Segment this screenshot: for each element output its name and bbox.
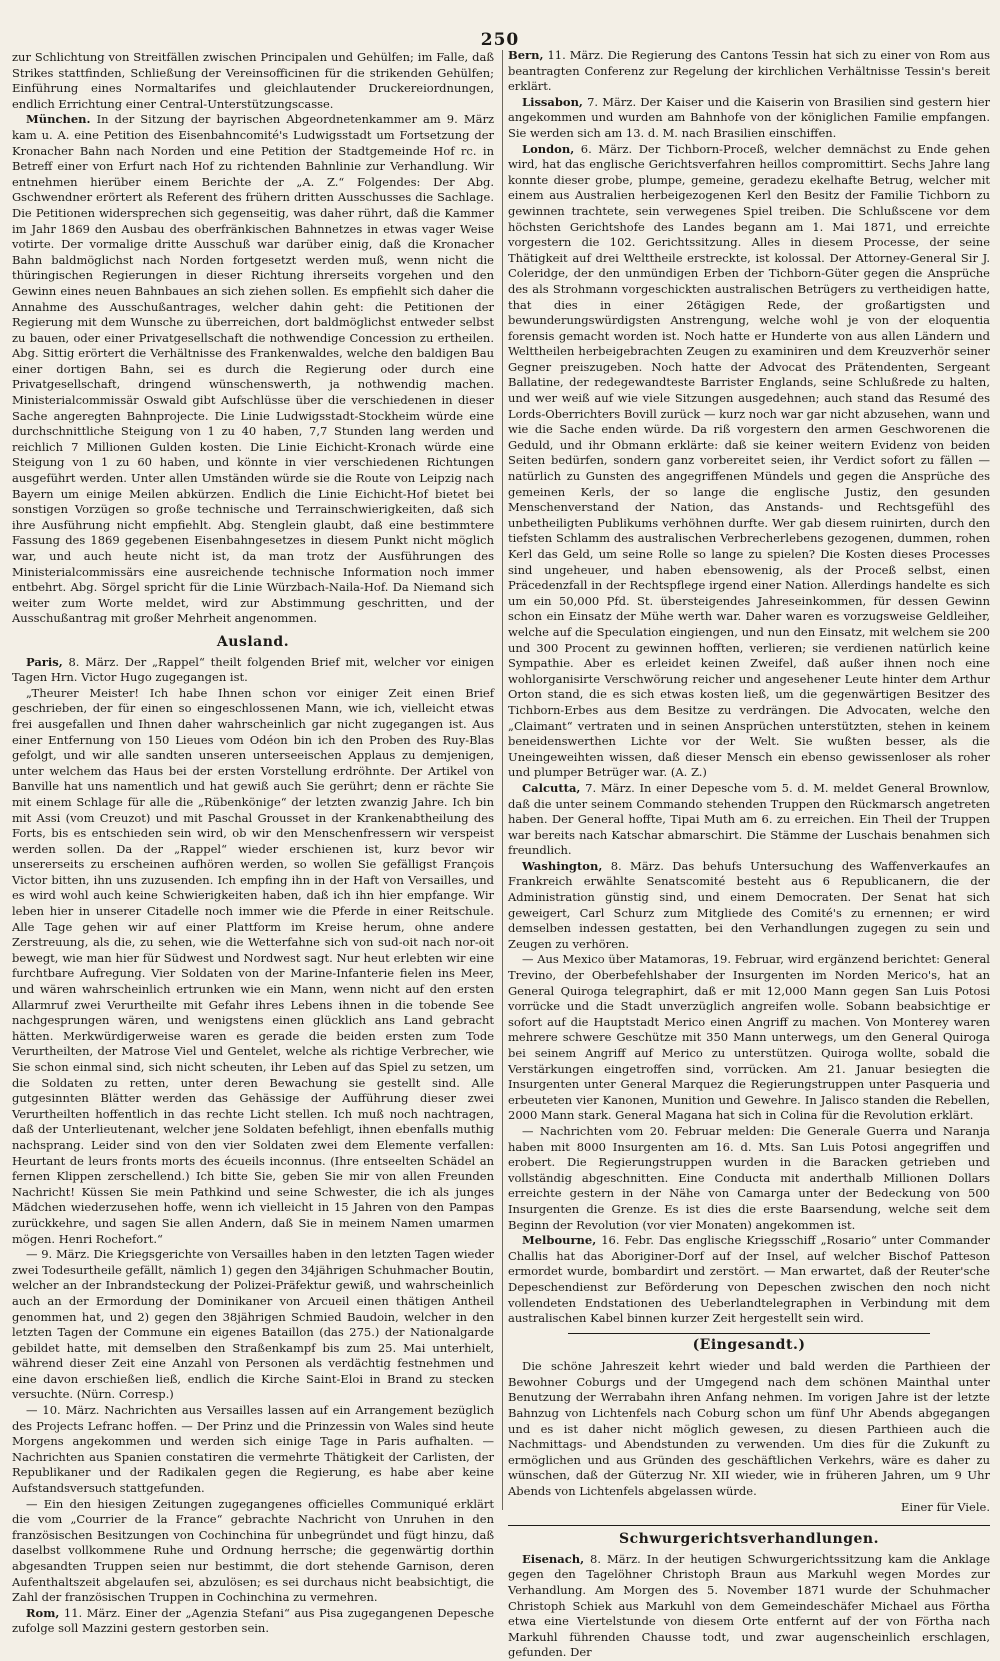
rom-dateline: Rom, [26,1605,60,1620]
eingesandt-heading: (Eingesandt.) [568,1333,930,1354]
intro-paragraph: zur Schlichtung von Streitfällen zwischen Principalen und Gehülfen; im Falle, daß Strikes stattfinden, Schließung der Vereinsofficinen für die strikenden Gehülfen; Einführung eines Normaltarifes und gleichlautender Druckereiordnungen, endlich Errichtung einer Central-Unterstützungscasse. [12,50,494,111]
rochefort-letter: „Theurer Meister! Ich habe Ihnen schon vor einiger Zeit einen Brief geschrieben, der für einen so eingeschlossenen Mann, wie ich, vielleicht etwas frei ausgefallen und Ihnen daher wahrscheinlich gar nicht zugegangen ist. Aus einer Entfernung von 150 Lieues vom Odéon bin ich den Proben des Ruy-Blas gefolgt, und wir alle sandten unseren unterseeischen Applaus zu demjenigen, unter welchem das Haus bei der ersten Vorstellung erdröhnte. Der Artikel von Banville hat uns namentlich und hat gewiß auch Sie gerührt; denn er rächte Sie mit einem Schlage für alle die „Rübenkönige“ der letzten zwanzig Jahre. Ich bin mit Assi (vom Creuzot) und mit Paschal Grousset in der Krankenabtheilung des Forts, bis es entschieden sein wird, ob wir den Menschenfressern wir verspeist werden sollen. Da der „Rappel“ wieder erschienen ist, kurz bevor wir unsererseits zu erscheinen aufhören werden, so wollen Sie gefälligst François Victor bitten, ihn uns zuzusenden. Ich empfing ihn in der Haft von Versailles, und es wird wohl auch keine Schwierigkeiten haben, daß ich ihn hier empfange. Wir leben hier in unserer Citadelle noch immer wie die Pferde in einer Reitschule. Alle Tage gehen wir auf einer Plattform im Kreise herum, ohne andere Zerstreuung, als die, zu sehen, wie die Wetterfahne sich von sud-oit nach nor-oit bewegt, wie man hier für Südwest und Nordwest sagt. Nur heut erlebten wir eine furchtbare Aufregung. Vier Soldaten von der Marine-Infanterie fielen ins Meer, und wären wahrscheinlich ertrunken wie ein Mann, wenn nicht auf den ersten Allarmruf zwei Verurtheilte mit Gefahr ihres Lebens ihnen in die tobende See nachgesprungen wären, und wenigstens einen glücklich ans Land gebracht hätten. Merkwürdigerweise waren es gerade die beiden ersten zum Tode Verurtheilten, der Matrose Viel und Gentelet, welche als richtige Verbrecher, wie Sie schon einmal sind, sich nicht scheuten, ihr Leben auf das Spiel zu setzen, um die Soldaten zu retten, unter deren Bewachung sie gestellt sind. Alle gutgesinnten Blätter werden das Gehässige der Aufführung dieser zwei Verurtheilten hoffentlich in das rechte Licht stellen. Ich muß noch nachtragen, daß der Unterlieutenant, welcher jene Soldaten befehligt, ihnen ebenfalls muthig nachsprang. Leider sind von den vier Soldaten zwei dem Elemente verfallen: Heurtant de leurs fronts morts des écueils inconnus. (Ihre entseelten Schädel an fernen Klippen zerschellend.) Ich bitte Sie, geben Sie mir von allen Freunden Nachricht! Küssen Sie mein Pathkind und seine Schwester, die ich als junges Mädchen wiederzusehen hoffe, wenn ich vielleicht in 15 Jahren von den Pampas zurückkehre, und sagen Sie allen Andern, daß Sie in meinem Namen umarmen mögen. Henri Rochefort.“ [12,685,494,1246]
left-column [12,50,494,1637]
london-text: 6. März. Der Tichborn-Proceß, welcher demnächst zu Ende gehen wird, hat das englische Gerichtsverfahren heillos compromittirt. Sechs Jahre lang konnte dieser grobe, plumpe, gemeine, geradezu ekelhafte Betrug, welcher mit einem aus Australien herbeigezogenen Kerl den Besitz der Familie Tichborn zu gewinnen trachtete, sein verwegenes Spiel treiben. Die Schlußscene vor dem höchsten Gerichtshofe des Landes begann am 1. Mai 1871, und erreichte vorgestern die 102. Gerichtssitzung. Alles in diesem Processe, der seine Thätigkeit auf drei Welttheile erstreckte, ist kolossal. Der Attorney-General Sir J. Coleridge, der den unmündigen Erben der Tichborn-Güter gegen die Ansprüche des als Strohmann vorgeschickten australischen Betrügers zu vertheidigen hatte, that dies in einer 26tägigen Rede, der großartigsten und bewunderungswürdigsten Anstrengung, welche wohl je von der eloquentia forensis gemacht worden ist. Noch hatte er Hunderte von aus allen Ländern und Welttheilen herbeigebrachten Zeugen zu examiniren und dem Kreuzverhör seiner Gegner preiszugeben. Noch hatte der Advocat des Prätendenten, Sergeant Ballatine, der redegewandteste Barrister Englands, seine Schlußrede zu halten, und wer weiß auf wie viele Sitzungen ausgedehnen; auch stand das Resumé des Lords-Oberrichters Bovill zurück — kurz noch war gar nicht abzusehen, wann und wie die Sache enden würde. Da riß vorgestern den armen Geschworenen die Geduld, und ihr Obmann erklärte: daß sie keiner weitern Evidenz von beiden Seiten bedürfen, sondern ganz vorbereitet seien, ihr Verdict sofort zu fällen — natürlich zu Gunsten des angegriffenen Mündels und gegen die Ansprüche des gemeinen Kerls, der so lange die englische Justiz, den gesunden Menschenverstand der Nation, das Anstands- und Rechtsgefühl des unbetheiligten Publikums verhöhnen durfte. Wer gab diesem ruinirten, durch den tiefsten Schlamm des australischen Verbrecherlebens gezogenen, dummen, rohen Kerl das Geld, um seine Rolle so lange zu spielen? Die Kosten dieses Processes sind ungeheuer, und haben ebensowenig, als der Proceß selbst, einen Präcedenzfall in der Rechtspflege irgend einer Nation. Allerdings handelte es sich um ein 50,000 Pfd. St. übersteigendes Jahreseinkommen, für dessen Gewinn schon ein Einsatz der Mühe werth war. Daher waren es vorzugsweise Geldleiher, welche auf die Speculation eingiengen, und nun den Einsatz, mit welchem sie 200 und 300 Procent zu gewinnen hofften, verlieren; sie verdienen natürlich keine Sympathie. Aber es erleidet keinen Zweifel, daß außer ihnen noch eine wohlorganisirte Verschwörung reicher und angesehener Leute hinter dem Arthur Orton stand, die es sich etwas kosten ließ, um die gegenwärtigen Besitzer des Tichborn-Erbes aus dem Besitze zu verdrängen. Die Advocaten, welche den „Claimant“ vertraten und in seinen Ansprüchen unterstützten, stehen in keinem beneidenswerthen Lichte vor der Welt. Sie wußten besser, als die Uneingeweihten wissen, daß dieser Mensch ein ebenso gewissenloser als roher und plumper Betrüger war. (A. Z.) [508,141,990,780]
lissabon-text: 7. März. Der Kaiser und die Kaiserin von Brasilien sind gestern hier angekommen und wurden am Bahnhofe von der königlichen Familie empfangen. Sie werden sich am 13. d. M. nach Brasilien einschiffen. [508,94,990,140]
paris-paragraph [12,655,494,686]
paris-text: 8. März. Der „Rappel“ theilt folgenden Brief mit, welcher vor einigen Tagen Hrn. Victor Hugo zugegangen ist. [12,654,494,685]
muenchen-dateline: München. [26,112,91,127]
bern-dateline: Bern, [508,48,544,62]
mexico-paragraph: — Aus Mexico über Matamoras, 19. Februar, wird ergänzend berichtet: General Trevino, der Oberbefehlshaber der Insurgenten im Norden Merico's, hat an General Quiroga telegraphirt, daß er mit 12,000 Mann gegen San Luis Potosi vorrücke und die Stadt unverzüglich angreifen wolle. Sobann beabsichtige er sofort auf die Hauptstadt Merico einen Angriff zu machen. Von Monterey waren mehrere schwere Geschütze mit 350 Mann unterwegs, um den General Quiroga bei seinem Angriff auf Merico zu unterstützen. Quiroga wollte, sobald die Verstärkungen eingetroffen sind, vorrücken. Am 21. Januar besiegten die Insurgenten unter General Marquez die Regierungstruppen unter Pasqueria und erbeuteten vier Kanonen, Munition und Gewehre. In Jalisco standen die Rebellen, 2000 Mann stark. General Magana hat sich in Colina für die Revolution erklärt. [508,952,990,1123]
rom-paragraph [12,1606,494,1637]
mexico-news-paragraph: — Nachrichten vom 20. Februar melden: Die Generale Guerra und Naranja haben mit 8000 Insurgenten am 16. d. Mts. San Luis Potosi angegriffen und erobert. Die Regierungstruppen wurden in die Baracken getrieben und vollständig abgeschnitten. Eine Conducta mit anderthalb Millionen Dollars erreichte gestern in der Nähe von Camarga unter der Bedeckung von 500 Insurgenten die Grenze. Es ist dies die erste Baarsendung, welche seit dem Beginn der Revolution (vor vier Monaten) angekommen ist. [508,1123,990,1232]
lissabon-paragraph [508,95,990,142]
schwurgericht-heading: Schwurgerichtsverhandlungen. [508,1525,990,1548]
eingesandt-paragraph: Die schöne Jahreszeit kehrt wieder und bald werden die Parthieen der Bewohner Coburgs und der Umgegend nach dem schönen Mainthal unter Benutzung der Werrabahn ihren Anfang nehmen. Im vorigen Jahre ist der letzte Bahnzug von Lichtenfels nach Coburg schon um fünf Uhr Abends abgegangen und es ist daher nicht möglich gewesen, zu diesen Parthieen auch die Nachmittags- und Abendstunden zu verwenden. Um dies für die Zukunft zu ermöglichen und aus Gründen des geschäftlichen Verkehrs, wäre es daher zu wünschen, daß der Güterzug Nr. XII wieder, wie in früheren Jahren, um 9 Uhr Abends von Lichtenfels abgelassen würde. [508,1359,990,1499]
page-number: 250 [480,30,520,50]
muenchen-paragraph [12,112,494,627]
muenchen-text: In der Sitzung der bayrischen Abgeordnetenkammer am 9. März kam u. A. eine Petition des Eisenbahncomité's Ludwigsstadt um Fortsetzung der Kronacher Bahn nach Norden und eine Petition der Stadtgemeinde Hof rc. in Betreff einer von Erfurt nach Hof zu richtenden Bahnlinie zur Verhandlung. Wir entnehmen hierüber einem Berichte der „A. Z.“ Folgendes: Der Abg. Gschwendner erörtert als Referent des frühern dritten Ausschusses die Sachlage. Die Petitionen widersprechen sich gegenseitig, was daher rührt, daß die Kammer im Jahr 1869 den Ausbau des oberfränkischen Bahnnetzes in etwas vager Weise votirte. Der vormalige dritte Ausschuß war darüber einig, daß die Kronacher Bahn baldmöglichst nach Norden fortgesetzt werden muß, wenn nicht die thüringischen Regierungen in dieser Richtung ihrerseits vorgehen und den Gewinn eines neuen Bahnbaues an sich ziehen sollen. Es empfiehlt sich daher die Annahme des Ausschußantrages, welcher dahin geht: die Petitionen der Regierung mit dem Wunsche zu überreichen, dort baldmöglichst entweder selbst zu bauen, oder einer Privatgesellschaft die nothwendige Concession zu ertheilen. Abg. Sittig erörtert die Verhältnisse des Frankenwaldes, welche den baldigen Bau einer dortigen Bahn, sei es durch die Regierung oder durch eine Privatgesellschaft, dringend wünschenswerth, ja nothwendig machen. Ministerialcommissär Oswald gibt Aufschlüsse über die verschiedenen in dieser Sache angeregten Bahnprojecte. Die Linie Ludwigsstadt-Stockheim würde eine durchschnittliche Steigung von 1 zu 40 haben, 7,7 Stunden lang werden und reichlich 7 Millionen Gulden kosten. Die Linie Eichicht-Kronach würde eine Steigung von 1 zu 60 haben, und könnte in vier verschiedenen Richtungen ausgeführt werden. Unter allen Umständen würde sie die Route von Leipzig nach Bayern um einige Meilen abkürzen. Endlich die Linie Eichicht-Hof bietet bei sonstigen Vorzügen so große technische und Terrainschwierigkeiten, daß sich ihre Ausführung nicht empfiehlt. Abg. Stenglein glaubt, daß eine bestimmtere Fassung des 1869 gegebenen Eisenbahngesetzes in diesem Punkt nicht möglich war, und auch heute nicht ist, da man trotz der Ausführungen des Ministerialcommissärs eine ausreichende technische Information noch immer entbehrt. Abg. Sörgel spricht für die Linie Würzbach-Naila-Hof. Da Niemand sich weiter zum Worte meldet, wird zur Abstimmung geschritten, und der Ausschußantrag mit großer Mehrheit angenommen. [12,112,495,626]
melbourne-paragraph [508,1233,990,1327]
lissabon-dateline: Lissabon, [522,94,583,109]
ausland-heading: Ausland. [216,633,290,650]
cochinchina-paragraph: — Ein den hiesigen Zeitungen zugegangenes officielles Communiqué erklärt die vom „Courrier de la France“ gebrachte Nachricht von Unruhen in den französischen Besitzungen von Cochinchina für unbegründet und fügt hinzu, daß daselbst vollkommene Ruhe und Ordnung herrsche; die gegenwärtig dorthin abgesandten Truppen seien nur bestimmt, die dort stehende Garnison, deren Aufenthaltszeit abgelaufen sei, abzulösen; es sei durchaus nicht beabsichtigt, die Zahl der französischen Truppen in Cochinchina zu vermehren. [12,1496,494,1605]
eisenach-dateline: Eisenach, [522,1551,585,1566]
eisenach-paragraph [508,1552,990,1661]
london-dateline: London, [522,141,575,156]
melbourne-dateline: Melbourne, [522,1233,597,1248]
washington-text: 8. März. Das behufs Untersuchung des Waffenverkaufes an Frankreich erwählte Senatscomité besteht aus 6 Republicanern, die der Administration günstig sind, und einem Democraten. Der Senat hat sich geweigert, Carl Schurz zum Mitgliede des Comité's zu ernennen; er wird demselben indessen gestatten, bei den Verhandlungen zugegen zu sein und Zeugen zu verhören. [508,858,990,951]
bern-paragraph [508,48,990,95]
calcutta-text: 7. März. In einer Depesche vom 5. d. M. meldet General Brownlow, daß die unter seinem Commando stehenden Truppen den Rückmarsch angetreten haben. Der General hoffte, Tipai Muth am 6. zu erreichen. Ein Theil der Truppen war bereits nach Katschar abmarschirt. Die Stämme der Luschais benahmen sich freundlich. [508,780,991,858]
eisenach-text: 8. März. In der heutigen Schwurgerichtssitzung kam die Anklage gegen den Tagelöhner Christoph Braun aus Markuhl wegen Mordes zur Verhandlung. Am Morgen des 5. November 1871 wurde der Schuhmacher Christoph Schiek aus Markuhl von dem Gemeindeschäfer Michael aus Förtha etwa eine Viertelstunde von diesem Orte entfernt auf der von Förtha nach Markuhl führenden Chausse todt, und zwar augenscheinlich erschlagen, gefunden. Der [508,1551,990,1660]
london-paragraph [508,142,990,781]
melbourne-text: 16. Febr. Das englische Kriegsschiff „Rosario“ unter Commander Challis hat das Aboriginer-Dorf auf der Insel, auf welcher Bischof Patteson ermordet wurde, bombardirt und zerstört. — Man erwartet, daß der Reuter'sche Depeschendienst zur Beförderung von Depeschen zwischen den noch nicht vollendeten Endstationen des Ueberlandtelegraphen in Verbindung mit dem australischen Kabel binnen kurzer Zeit hergestellt sein wird. [508,1233,991,1326]
washington-paragraph [508,859,990,953]
paris-dateline: Paris, [26,654,63,669]
versailles-paragraph: — 10. März. Nachrichten aus Versailles lassen auf ein Arrangement bezüglich des Projects Lefranc hoffen. — Der Prinz und die Prinzessin von Wales sind heute Morgens angekommen und werden sich einige Tage in Paris aufhalten. — Nachrichten aus Spanien constatiren die vermehrte Thätigkeit der Carlisten, der Republikaner und der Radikalen gegen die Regierung, es habe aber keine Aufstandsversuch stattgefunden. [12,1403,494,1496]
washington-dateline: Washington, [522,858,603,873]
rom-text: 11. März. Einer der „Agenzia Stefani“ aus Pisa zugegangenen Depesche zufolge soll Mazzini gestern gestorben sein. [12,1605,495,1636]
kriegsgerichte-paragraph: — 9. März. Die Kriegsgerichte von Versailles haben in den letzten Tagen wieder zwei Todesurtheile gefällt, nämlich 1) gegen den 34jährigen Schuhmacher Boutin, welcher an der Inbrandsteckung der Polizei-Präfektur gewiß, und wahrscheinlich auch an der Ermordung der Dominikaner von Arcueil einen thätigen Antheil genommen hat, und 2) gegen den 38jährigen Schmied Baudoin, welcher in den letzten Tagen der Commune ein eigenes Bataillon (das 275.) der Nationalgarde gebildet hatte, mit demselben den Straßenkampf bis zum 25. Mai unterhielt, während dieser Zeit eine Anzahl von Personen als verdächtig festnehmen und eine davon erschießen ließ, endlich die Kirche Saint-Eloi in Brand zu stecken versuchte. (Nürn. Corresp.) [12,1247,494,1402]
bern-text: 11. März. Die Regierung des Cantons Tessin hat sich zu einer von Rom aus beantragten Conferenz zur Regelung der kirchlichen Verhältnisse Tessin's bereit erklärt. [508,48,991,94]
calcutta-dateline: Calcutta, [522,780,581,795]
calcutta-paragraph [508,781,990,859]
eingesandt-signature: Einer für Viele. [901,1499,990,1514]
column-divider [502,50,503,1510]
right-column [508,48,990,1661]
